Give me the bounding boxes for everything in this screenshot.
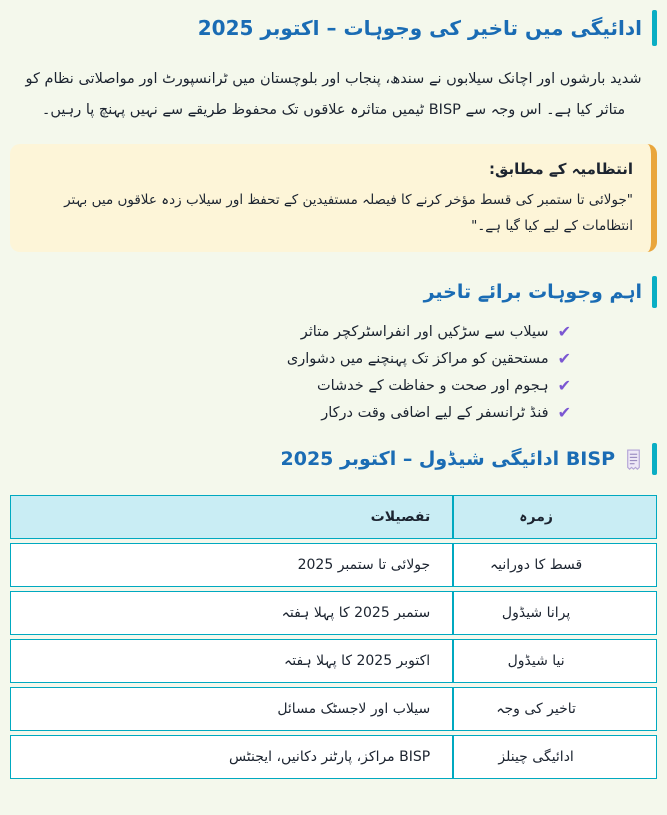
schedule-table [10, 491, 657, 783]
reasons-heading-block [10, 276, 657, 308]
reasons-heading: اہم وجوہات برائے تاخیر [423, 281, 642, 304]
check-icon: ✔ [557, 403, 571, 423]
schedule-heading: BISP ادائیگی شیڈول – اکتوبر 2025 [280, 448, 615, 471]
table-header-category: زمرہ [453, 495, 657, 539]
check-icon: ✔ [557, 322, 571, 342]
table-row [10, 687, 657, 731]
category-cell: ادائیگی چینلز [453, 735, 657, 779]
reason-item [10, 405, 571, 421]
table-row [10, 735, 657, 779]
accent-bar [652, 443, 657, 475]
quote-box [10, 144, 657, 252]
table-header-details: تفصیلات [10, 495, 453, 539]
reason-text: ہجوم اور صحت و حفاظت کے خدشات [316, 378, 549, 395]
reason-text: سیلاب سے سڑکیں اور انفراسٹرکچر متاثر [300, 324, 549, 341]
table-row [10, 543, 657, 587]
reason-item [10, 378, 571, 394]
details-cell: ستمبر 2025 کا پہلا ہفتہ [10, 591, 453, 635]
category-cell: تاخیر کی وجہ [453, 687, 657, 731]
accent-bar [652, 10, 657, 46]
receipt-icon [625, 449, 642, 470]
category-cell: پرانا شیڈول [453, 591, 657, 635]
details-cell: اکتوبر 2025 کا پہلا ہفتہ [10, 639, 453, 683]
check-icon: ✔ [557, 376, 571, 396]
accent-bar [652, 276, 657, 308]
category-cell: نیا شیڈول [453, 639, 657, 683]
schedule-table-body [10, 543, 657, 779]
reason-text: فنڈ ٹرانسفر کے لیے اضافی وقت درکار [321, 405, 549, 422]
quote-label: انتظامیہ کے مطابق: [489, 160, 633, 179]
quote-text: "جولائی تا ستمبر کی قسط مؤخر کرنے کا فیصلہ مستفیدین کے تحفظ اور سیلاب زدہ علاقوں میں بہتر انتظامات کے لیے کیا گیا ہے۔" [64, 191, 633, 235]
reasons-list [10, 324, 571, 421]
category-cell: قسط کا دورانیہ [453, 543, 657, 587]
page-title-block [10, 10, 657, 46]
reason-item [10, 351, 571, 367]
intro-paragraph: شدید بارشوں اور اچانک سیلابوں نے سندھ، پنجاب اور بلوچستان میں ٹرانسپورٹ اور مواصلاتی نظام کو متاثر کیا ہے۔ اس وجہ سے BISP ٹیمیں متاثرہ علاقوں تک محفوظ طریقے سے نہیں پہنچ پا رہیں۔ [25, 71, 642, 119]
details-cell: جولائی تا ستمبر 2025 [10, 543, 453, 587]
details-cell: سیلاب اور لاجسٹک مسائل [10, 687, 453, 731]
page-title: ادائیگی میں تاخیر کی وجوہات – اکتوبر 2025 [197, 16, 642, 40]
table-row [10, 639, 657, 683]
reason-text: مستحقین کو مراکز تک پہنچنے میں دشواری [286, 351, 549, 368]
table-header-row [10, 495, 657, 539]
check-icon: ✔ [557, 349, 571, 369]
details-cell: BISP مراکز، پارٹنر دکانیں، ایجنٹس [10, 735, 453, 779]
schedule-heading-block [10, 443, 657, 475]
reason-item [10, 324, 571, 340]
table-row [10, 591, 657, 635]
